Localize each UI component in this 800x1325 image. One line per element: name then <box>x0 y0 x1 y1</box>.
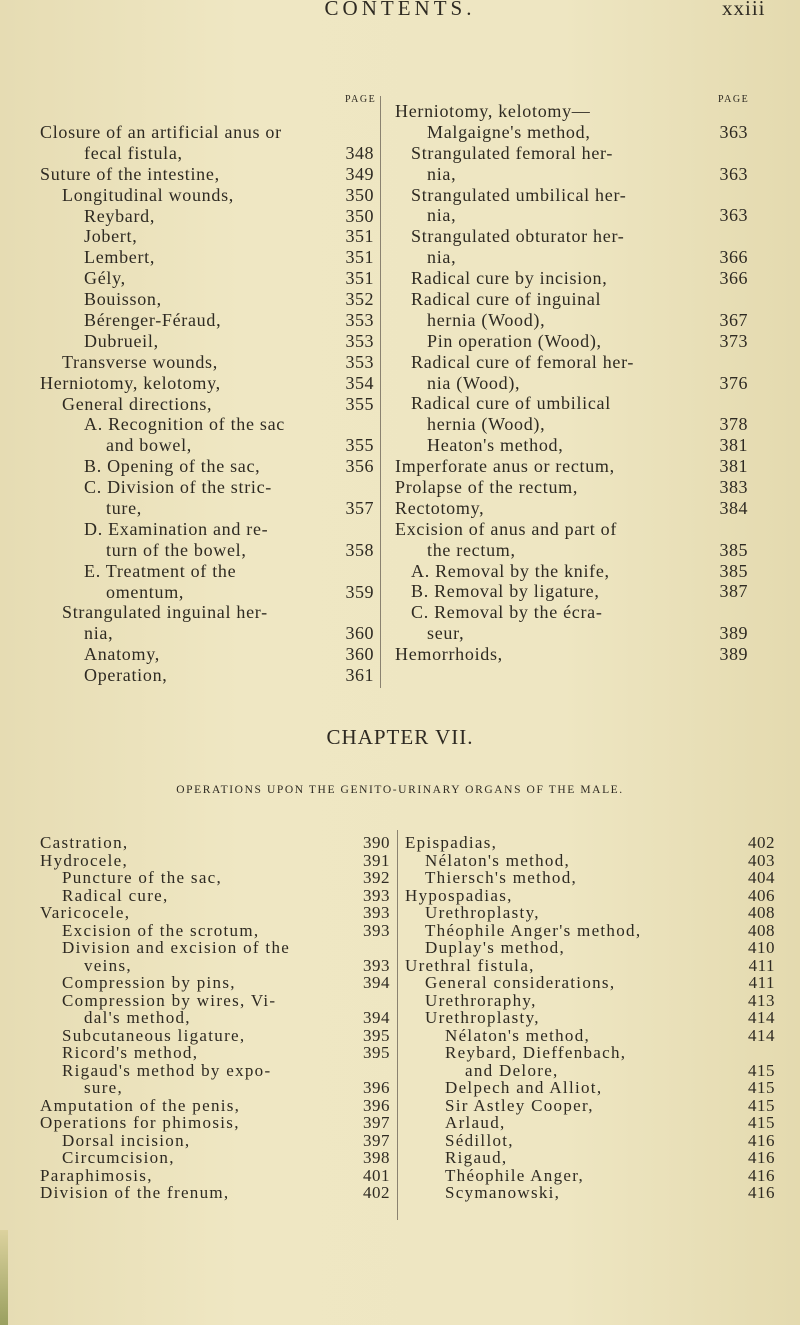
toc-entry-title: Arlaud, <box>445 1113 506 1132</box>
toc-entry-page-number: 356 <box>345 456 374 477</box>
toc-entry-title-continued: nia, <box>427 247 457 268</box>
toc-entry-page-number: 397 <box>363 1130 390 1150</box>
toc-entry-page-number: 392 <box>363 868 390 887</box>
toc-entry[interactable] <box>395 352 748 394</box>
toc-entry[interactable] <box>40 1044 390 1062</box>
toc-entry-title: Lembert, <box>84 247 156 268</box>
toc-entry-title: Reybard, <box>84 205 156 226</box>
toc-entry-page-number: 415 <box>748 1078 775 1097</box>
toc-entry-page-number: 395 <box>363 1043 390 1062</box>
toc-entry-page-number: 351 <box>345 268 374 289</box>
toc-entry-title: C. Removal by the écra- <box>411 602 603 623</box>
toc-entry[interactable] <box>40 289 374 310</box>
toc-entry-page-number: 363 <box>719 121 748 142</box>
toc-entry[interactable] <box>40 331 374 352</box>
toc-entry-page-number: 415 <box>748 1060 775 1080</box>
toc-entry-title: A. Removal by the knife, <box>411 560 610 581</box>
toc-entry[interactable] <box>40 665 374 686</box>
toc-entry-page-number: 411 <box>748 955 775 975</box>
toc-entry[interactable] <box>40 1167 390 1185</box>
toc-entry-page-number: 408 <box>748 920 775 940</box>
toc-entry-title: B. Removal by ligature, <box>411 581 600 602</box>
toc-entry-title: Bouisson, <box>84 289 162 310</box>
toc-entry-page-number: 389 <box>719 623 748 644</box>
toc-entry-title-continued: fecal fistula, <box>84 142 183 163</box>
toc-entry-title: Strangulated inguinal her- <box>62 602 268 623</box>
toc-entry-title-continued: nia, <box>427 163 457 184</box>
toc-entry-page-number: 397 <box>363 1113 390 1132</box>
toc-entry[interactable] <box>40 1097 390 1115</box>
toc-entry-title: General considerations, <box>425 973 616 992</box>
toc-entry-title: Hypospadias, <box>405 885 513 905</box>
toc-entry-title: Herniotomy, kelotomy, <box>40 372 221 393</box>
toc-entry-title: Closure of an artificial anus or <box>40 122 282 142</box>
toc-entry-title: Dubrueil, <box>84 330 159 351</box>
toc-entry-page-number: 359 <box>345 581 374 602</box>
toc-entry-page-number: 393 <box>363 920 390 940</box>
toc-entry[interactable] <box>395 435 748 456</box>
toc-entry-title: Hemorrhoids, <box>395 644 503 665</box>
toc-entry[interactable] <box>40 644 374 665</box>
toc-entry-title-continued: omentum, <box>106 581 185 602</box>
toc-entry-title: Bérenger-Féraud, <box>84 310 222 331</box>
toc-entry-page-number: 363 <box>719 205 748 226</box>
toc-entry-title: Rigaud, <box>445 1148 508 1167</box>
toc-entry-page-number: 394 <box>363 973 390 992</box>
toc-entry[interactable] <box>395 519 748 561</box>
toc-entry-page-number: 381 <box>719 456 748 477</box>
toc-entry[interactable] <box>395 331 748 352</box>
toc-entry[interactable] <box>405 1114 775 1132</box>
toc-entry-page-number: 416 <box>748 1165 775 1185</box>
toc-column-top-right <box>395 101 748 665</box>
toc-entry-title: Radical cure by incision, <box>411 268 608 289</box>
toc-entry-page-number: 402 <box>748 833 775 852</box>
toc-entry-title: Excision of the scrotum, <box>62 920 260 940</box>
toc-entry-title-continued: the rectum, <box>427 539 516 560</box>
toc-entry[interactable] <box>40 247 374 268</box>
toc-entry[interactable] <box>40 1149 390 1167</box>
toc-entry-title-continued: and Delore, <box>465 1060 559 1080</box>
toc-entry[interactable] <box>40 834 390 852</box>
toc-entry-title-continued: sure, <box>84 1078 124 1097</box>
toc-entry[interactable] <box>40 456 374 477</box>
toc-entry-title: Prolapse of the rectum, <box>395 477 579 498</box>
toc-entry-title-continued: and bowel, <box>106 435 192 456</box>
toc-entry-page-number: 394 <box>363 1008 390 1027</box>
toc-entry-title: Scymanowski, <box>445 1183 561 1202</box>
toc-entry-page-number: 416 <box>748 1148 775 1167</box>
toc-entry[interactable] <box>405 939 775 957</box>
toc-entry[interactable] <box>395 185 748 227</box>
toc-entry-title: E. Treatment of the <box>84 560 237 581</box>
toc-entry-page-number: 402 <box>363 1183 390 1202</box>
toc-entry-page-number: 416 <box>748 1183 775 1202</box>
page-column-label-right: PAGE <box>718 94 750 105</box>
toc-column-bottom-right <box>405 834 775 1202</box>
toc-entry-page-number: 348 <box>345 142 374 163</box>
toc-entry[interactable] <box>40 226 374 247</box>
page-edge-shadow <box>0 1230 8 1325</box>
toc-entry-page-number: 357 <box>345 498 374 519</box>
toc-entry-title: Reybard, Dieffenbach, <box>445 1043 627 1062</box>
toc-entry-title: Gély, <box>84 268 126 289</box>
toc-entry-title-continued: hernia (Wood), <box>427 414 546 435</box>
toc-entry-page-number: 384 <box>719 497 748 518</box>
toc-entry-page-number: 396 <box>363 1078 390 1097</box>
toc-entry[interactable] <box>40 939 390 974</box>
toc-entry-page-number: 393 <box>363 903 390 922</box>
toc-entry-page-number: 385 <box>719 560 748 581</box>
toc-entry-page-number: 390 <box>363 833 390 852</box>
toc-entry-page-number: 351 <box>345 247 374 268</box>
toc-entry-page-number: 398 <box>363 1148 390 1167</box>
toc-entry-title: Castration, <box>40 833 129 852</box>
toc-entry-page-number: 414 <box>748 1025 775 1045</box>
toc-entry[interactable] <box>40 394 374 415</box>
toc-entry-title: Amputation of the penis, <box>40 1095 241 1115</box>
toc-entry-page-number: 350 <box>345 184 374 205</box>
toc-entry-title: Strangulated femoral her- <box>411 142 614 163</box>
toc-entry-page-number: 396 <box>363 1095 390 1115</box>
toc-entry-title: Dorsal incision, <box>62 1130 191 1150</box>
toc-entry[interactable] <box>395 289 748 331</box>
running-head-page-number: xxiii <box>722 0 766 20</box>
toc-entry[interactable] <box>405 1027 775 1045</box>
toc-entry-title: Heaton's method, <box>427 435 564 456</box>
toc-entry-title: Strangulated obturator her- <box>411 226 625 247</box>
toc-entry-title: Herniotomy, kelotomy— <box>395 101 591 121</box>
toc-entry-title: Subcutaneous ligature, <box>62 1025 246 1045</box>
toc-column-bottom-left <box>40 834 390 1202</box>
toc-entry-title: A. Recognition of the sac <box>84 414 285 435</box>
toc-entry-title: Radical cure of umbilical <box>411 393 611 414</box>
toc-entry-page-number: 363 <box>719 163 748 184</box>
toc-entry-page-number: 413 <box>748 990 775 1010</box>
toc-entry-page-number: 360 <box>345 644 374 665</box>
toc-entry-title: Division of the frenum, <box>40 1183 230 1202</box>
toc-entry-title-continued: hernia (Wood), <box>427 309 546 330</box>
toc-entry[interactable] <box>40 164 374 185</box>
toc-entry[interactable] <box>40 1132 390 1150</box>
toc-entry[interactable] <box>405 957 775 975</box>
toc-entry[interactable] <box>40 268 374 289</box>
toc-entry-title-continued: seur, <box>427 623 465 644</box>
toc-entry-title: Sédillot, <box>445 1130 514 1150</box>
toc-entry-page-number: 378 <box>719 414 748 435</box>
toc-entry-page-number: 366 <box>719 247 748 268</box>
toc-entry[interactable] <box>40 122 374 164</box>
toc-entry-title: Paraphimosis, <box>40 1165 153 1185</box>
toc-entry-title: Radical cure, <box>62 885 169 905</box>
toc-entry-page-number: 351 <box>345 226 374 247</box>
toc-entry[interactable] <box>405 852 775 870</box>
toc-entry-page-number: 411 <box>748 973 775 992</box>
toc-entry[interactable] <box>395 143 748 185</box>
toc-entry-title: Nélaton's method, <box>425 850 571 870</box>
toc-entry-page-number: 403 <box>748 850 775 870</box>
toc-entry[interactable] <box>40 519 374 561</box>
toc-entry-title: Jobert, <box>84 226 138 247</box>
toc-entry[interactable] <box>405 1079 775 1097</box>
toc-entry[interactable] <box>405 922 775 940</box>
toc-entry-title-continued: ture, <box>106 498 142 519</box>
toc-entry[interactable] <box>40 904 390 922</box>
toc-entry[interactable] <box>40 869 390 887</box>
toc-entry-title: Operation, <box>84 665 168 686</box>
toc-entry-page-number: 367 <box>719 309 748 330</box>
toc-entry-title: Puncture of the sac, <box>62 868 223 887</box>
toc-entry-page-number: 410 <box>748 938 775 957</box>
toc-entry[interactable] <box>405 887 775 905</box>
toc-entry-page-number: 350 <box>345 205 374 226</box>
toc-entry-title: Sir Astley Cooper, <box>445 1095 594 1115</box>
chapter-subtitle: OPERATIONS UPON THE GENITO-URINARY ORGANS OF THE MALE. <box>176 784 624 796</box>
toc-entry-title-continued: turn of the bowel, <box>106 539 247 560</box>
toc-entry-title: Thiersch's method, <box>425 868 578 887</box>
toc-entry-title-continued: veins, <box>84 955 132 975</box>
toc-entry[interactable] <box>395 393 748 435</box>
toc-entry[interactable] <box>405 1167 775 1185</box>
toc-entry-title: Théophile Anger's method, <box>425 920 642 940</box>
toc-entry-title: Anatomy, <box>84 644 160 665</box>
toc-entry[interactable] <box>40 974 390 992</box>
toc-entry-page-number: 360 <box>345 623 374 644</box>
toc-entry[interactable] <box>405 1184 775 1202</box>
toc-entry-title: Duplay's method, <box>425 938 566 957</box>
toc-entry-title: Suture of the intestine, <box>40 163 220 184</box>
toc-entry-title-continued: nia (Wood), <box>427 372 521 393</box>
toc-entry-title: Radical cure of femoral her- <box>411 351 635 372</box>
toc-entry[interactable] <box>405 1132 775 1150</box>
toc-entry-title: Urethroraphy, <box>425 990 537 1010</box>
toc-entry-page-number: 358 <box>345 539 374 560</box>
toc-entry[interactable] <box>40 602 374 644</box>
toc-entry-page-number: 414 <box>748 1008 775 1027</box>
toc-entry-page-number: 385 <box>719 539 748 560</box>
toc-entry-title-continued: nia, <box>84 623 114 644</box>
toc-entry-page-number: 395 <box>363 1025 390 1045</box>
toc-entry-page-number: 415 <box>748 1095 775 1115</box>
toc-entry[interactable] <box>405 1097 775 1115</box>
toc-entry[interactable] <box>395 561 748 582</box>
toc-entry-page-number: 376 <box>719 372 748 393</box>
toc-entry-page-number: 408 <box>748 903 775 922</box>
toc-entry-title: General directions, <box>62 393 213 414</box>
chapter-title: CHAPTER VII. <box>326 725 474 749</box>
toc-entry[interactable] <box>40 1114 390 1132</box>
toc-entry[interactable] <box>405 992 775 1010</box>
toc-entry-title: Urethral fistula, <box>405 955 535 975</box>
toc-entry-title-continued: dal's method, <box>84 1008 191 1027</box>
toc-entry[interactable] <box>395 268 748 289</box>
toc-entry-page-number: 361 <box>345 665 374 686</box>
toc-entry-title: Rectotomy, <box>395 497 485 518</box>
toc-entry-title: Ricord's method, <box>62 1043 199 1062</box>
toc-entry-title: C. Division of the stric- <box>84 477 272 498</box>
toc-entry-page-number: 391 <box>363 850 390 870</box>
toc-entry-title: Circumcision, <box>62 1148 175 1167</box>
toc-entry-title: Division and excision of the <box>62 938 291 957</box>
toc-entry[interactable] <box>405 1044 775 1079</box>
toc-entry-page-number: 393 <box>363 955 390 975</box>
toc-entry[interactable] <box>405 834 775 852</box>
toc-entry-page-number: 353 <box>345 310 374 331</box>
toc-entry[interactable] <box>395 456 748 477</box>
toc-entry[interactable] <box>40 1027 390 1045</box>
toc-entry[interactable] <box>40 887 390 905</box>
toc-entry[interactable] <box>40 1184 390 1202</box>
toc-entry-page-number: 349 <box>345 163 374 184</box>
toc-entry-title: Urethroplasty, <box>425 903 540 922</box>
toc-entry[interactable] <box>395 581 748 602</box>
toc-entry[interactable] <box>40 992 390 1027</box>
toc-entry-title-continued: Malgaigne's method, <box>427 121 591 142</box>
toc-entry-page-number: 354 <box>345 372 374 393</box>
toc-entry-title: Rigaud's method by expo- <box>62 1060 272 1080</box>
toc-entry-title: Hydrocele, <box>40 850 129 870</box>
column-divider <box>397 830 398 1220</box>
column-divider <box>380 96 381 688</box>
toc-entry[interactable] <box>395 477 748 498</box>
toc-entry-title: Urethroplasty, <box>425 1008 540 1027</box>
toc-entry[interactable] <box>40 373 374 394</box>
toc-entry[interactable] <box>395 226 748 268</box>
toc-entry-page-number: 353 <box>345 330 374 351</box>
toc-entry[interactable] <box>40 206 374 227</box>
toc-entry-title: D. Examination and re- <box>84 518 269 539</box>
toc-entry-title: Epispadias, <box>405 833 498 852</box>
toc-entry-title: Longitudinal wounds, <box>62 184 234 205</box>
toc-entry-title: B. Opening of the sac, <box>84 456 261 477</box>
toc-entry-page-number: 352 <box>345 289 374 310</box>
toc-entry-title: Radical cure of inguinal <box>411 289 602 310</box>
running-head-title: CONTENTS. <box>324 0 476 20</box>
toc-entry[interactable] <box>40 922 390 940</box>
toc-entry-page-number: 373 <box>719 330 748 351</box>
toc-entry-page-number: 355 <box>345 393 374 414</box>
toc-entry[interactable] <box>40 852 390 870</box>
toc-entry-page-number: 353 <box>345 351 374 372</box>
toc-entry-page-number: 381 <box>719 435 748 456</box>
toc-entry-title: Delpech and Alliot, <box>445 1078 603 1097</box>
toc-entry-page-number: 401 <box>363 1165 390 1185</box>
toc-entry-page-number: 389 <box>719 644 748 665</box>
toc-entry[interactable] <box>40 414 374 456</box>
page-column-label-left: PAGE <box>345 94 377 105</box>
toc-entry-title: Transverse wounds, <box>62 351 218 372</box>
toc-entry-page-number: 416 <box>748 1130 775 1150</box>
toc-entry[interactable] <box>405 1149 775 1167</box>
toc-entry[interactable] <box>40 310 374 331</box>
toc-entry[interactable] <box>395 644 748 665</box>
toc-entry-page-number: 404 <box>748 868 775 887</box>
toc-entry[interactable] <box>395 602 748 644</box>
toc-entry-title: Théophile Anger, <box>445 1165 585 1185</box>
toc-entry-title: Compression by wires, Vi- <box>62 990 277 1010</box>
toc-entry[interactable] <box>40 185 374 206</box>
toc-entry[interactable] <box>395 101 748 143</box>
toc-entry[interactable] <box>405 1009 775 1027</box>
toc-entry[interactable] <box>40 477 374 519</box>
toc-entry-page-number: 355 <box>345 435 374 456</box>
toc-entry-title: Compression by pins, <box>62 973 236 992</box>
toc-entry[interactable] <box>40 352 374 373</box>
toc-entry-title: Varicocele, <box>40 903 131 922</box>
toc-entry-title: Imperforate anus or rectum, <box>395 456 615 477</box>
toc-entry[interactable] <box>40 561 374 603</box>
toc-entry-title: Operations for phimosis, <box>40 1113 240 1132</box>
toc-entry-title: Excision of anus and part of <box>395 518 618 539</box>
toc-entry-page-number: 406 <box>748 885 775 905</box>
toc-column-top-left <box>40 122 374 686</box>
toc-entry-title: Strangulated umbilical her- <box>411 184 627 205</box>
toc-entry-page-number: 393 <box>363 885 390 905</box>
toc-entry[interactable] <box>405 974 775 992</box>
toc-entry[interactable] <box>40 1062 390 1097</box>
toc-entry-title: Pin operation (Wood), <box>427 330 602 351</box>
toc-entry-title: Nélaton's method, <box>445 1025 591 1045</box>
toc-entry-page-number: 387 <box>719 581 748 602</box>
toc-entry[interactable] <box>405 869 775 887</box>
toc-entry[interactable] <box>395 498 748 519</box>
toc-entry[interactable] <box>405 904 775 922</box>
toc-entry-page-number: 383 <box>719 477 748 498</box>
toc-entry-title-continued: nia, <box>427 205 457 226</box>
toc-entry-page-number: 366 <box>719 268 748 289</box>
toc-entry-page-number: 415 <box>748 1113 775 1132</box>
